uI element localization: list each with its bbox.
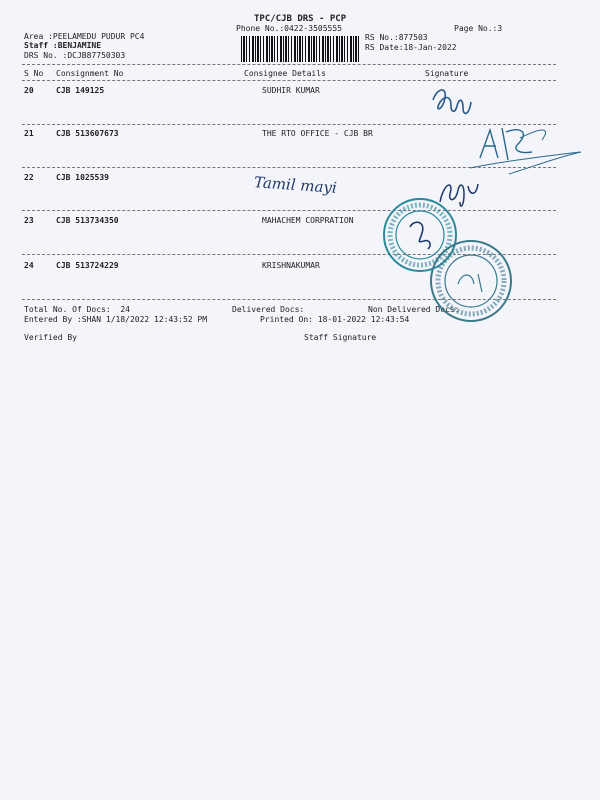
signature-row-20 (425, 82, 485, 122)
row-consignment: CJB 1025539 (56, 173, 109, 182)
column-header-signature: Signature (425, 69, 469, 78)
rs-date: RS Date:18-Jan-2022 (365, 43, 457, 52)
staff-signature-label: Staff Signature (304, 333, 377, 342)
row-sno: 22 (24, 173, 34, 182)
non-delivered-docs: Non Delivered Docs: (368, 305, 460, 314)
delivered-docs: Delivered Docs: (232, 305, 305, 314)
company-stamp-communication (428, 238, 514, 324)
row-sno: 21 (24, 129, 34, 138)
rs-number: RS No.:877503 (365, 33, 428, 42)
row-consignment: CJB 513607673 (56, 129, 119, 138)
divider (22, 80, 556, 81)
row-consignee: SUDHIR KUMAR (262, 86, 320, 95)
verified-by-label: Verified By (24, 333, 77, 342)
total-docs: Total No. Of Docs: 24 (24, 305, 130, 314)
handwritten-name-row-22: Tamil mayi (253, 173, 338, 197)
signature-flourish (505, 140, 585, 180)
area-label: Area :PEELAMEDU PUDUR PC4 (24, 32, 145, 41)
printed-on: Printed On: 18-01-2022 12:43:54 (260, 315, 410, 324)
barcode-image (241, 36, 359, 62)
row-consignee: KRISHNAKUMAR (262, 261, 320, 270)
row-consignment: CJB 513734350 (56, 216, 119, 225)
row-sno: 20 (24, 86, 34, 95)
column-header-consignment: Consignment No (56, 69, 124, 78)
divider (22, 64, 556, 65)
row-consignment: CJB 513724229 (56, 261, 119, 270)
column-header-sno: S No (24, 69, 44, 78)
row-sno: 23 (24, 216, 34, 225)
row-consignee: THE RTO OFFICE - CJB BR (262, 129, 373, 138)
page-number: Page No.:3 (454, 24, 503, 33)
drs-number: DRS No. :DCJB87750303 (24, 51, 126, 60)
row-sno: 24 (24, 261, 34, 270)
row-consignment: CJB 149125 (56, 86, 105, 95)
entered-by: Entered By :SHAN 1/18/2022 12:43:52 PM (24, 315, 208, 324)
row-consignee: MAHACHEM CORPRATION (262, 216, 354, 225)
sheet-title: TPC/CJB DRS - PCP (254, 14, 347, 24)
staff-label: Staff :BENJAMINE (24, 41, 102, 50)
column-header-consignee: Consignee Details (244, 69, 326, 78)
phone-number: Phone No.:0422-3505555 (236, 24, 342, 33)
